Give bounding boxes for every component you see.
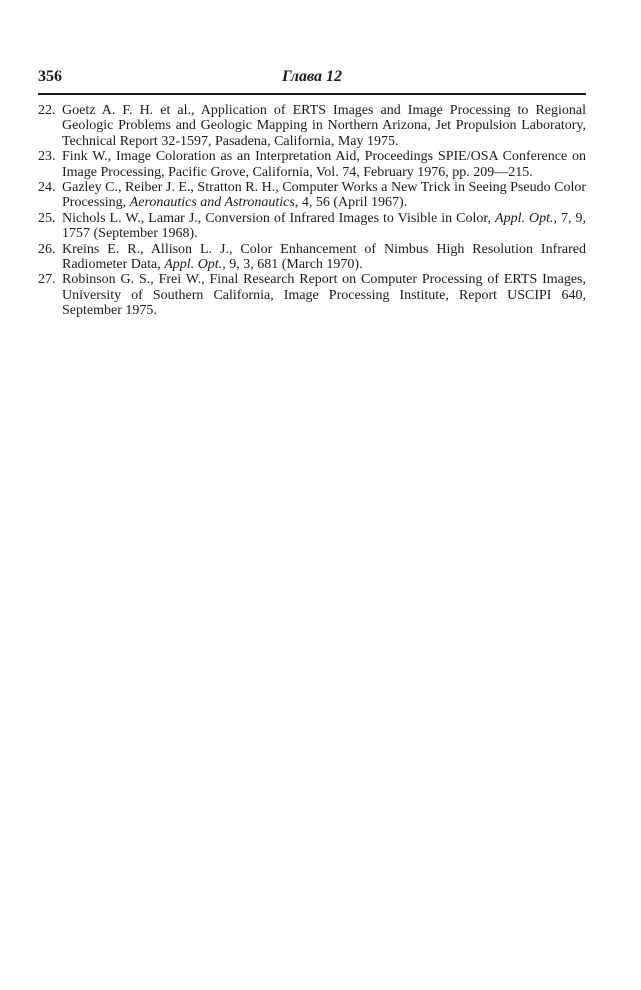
reference-text — [62, 149, 586, 180]
reference-item — [38, 103, 586, 149]
reference-item — [38, 180, 586, 211]
journal-title: Aeronautics and Astronautics, — [129, 195, 299, 211]
reference-text-part: Kreins E. R., Allison L. J., Color Enhancement of Nimbus High Resolution Infrared Radiometer Data, — [62, 241, 586, 273]
reference-number: 27. — [38, 272, 56, 288]
reference-text — [62, 211, 586, 242]
running-head: Глава 12 — [281, 68, 343, 85]
reference-text — [62, 242, 586, 273]
reference-text-part: Gazley C., Reiber J. E., Stratton R. H., Computer Works a New Trick in Seeing Pseudo Color Processing, — [62, 180, 586, 211]
reference-number: 26. — [38, 241, 56, 257]
reference-number: 22. — [38, 103, 56, 118]
reference-text-part: Fink W., Image Coloration as an Interpretation Aid, Proceedings SPIE/OSA Conference on Image Processing, Pacific Grove, California, Vol. 74, February 1976, pp. 209—215. — [62, 149, 586, 180]
reference-item — [38, 149, 586, 180]
reference-list — [38, 103, 586, 319]
reference-text — [62, 272, 586, 318]
reference-number: 24. — [38, 180, 56, 196]
reference-item — [38, 242, 586, 273]
reference-number: 23. — [38, 149, 56, 165]
reference-number: 25. — [38, 210, 56, 226]
reference-item — [38, 211, 586, 242]
page-number: 356 — [38, 68, 62, 85]
journal-title: Appl. Opt., — [164, 257, 226, 273]
page-header — [38, 68, 586, 90]
reference-text-part: Goetz A. F. H. et al., Application of ERTS Images and Image Processing to Regional Geologic Problems and Geologic Mapping in Northern Arizona, Jet Propulsion Laboratory, Technical Report 32-1597, Pasadena, California, May 1975. — [62, 103, 586, 149]
reference-text-part: 9, 3, 681 (March 1970). — [225, 257, 363, 273]
reference-text-part: 7, 9, 1757 (September 1968). — [62, 210, 586, 242]
reference-text-part: Nichols L. W., Lamar J., Conversion of Infrared Images to Visible in Color, — [62, 210, 496, 226]
reference-text — [62, 180, 586, 211]
reference-item — [38, 272, 586, 318]
reference-text-part: Robinson G. S., Frei W., Final Research Report on Computer Processing of ERTS Images, University of Southern California, Image Processing Institute, Report USCIPI 640, September 1975. — [62, 272, 586, 319]
reference-text-part: 4, 56 (April 1967). — [298, 195, 408, 211]
reference-text — [62, 103, 586, 149]
header-rule — [38, 93, 586, 95]
journal-title: Appl. Opt., — [495, 210, 557, 226]
